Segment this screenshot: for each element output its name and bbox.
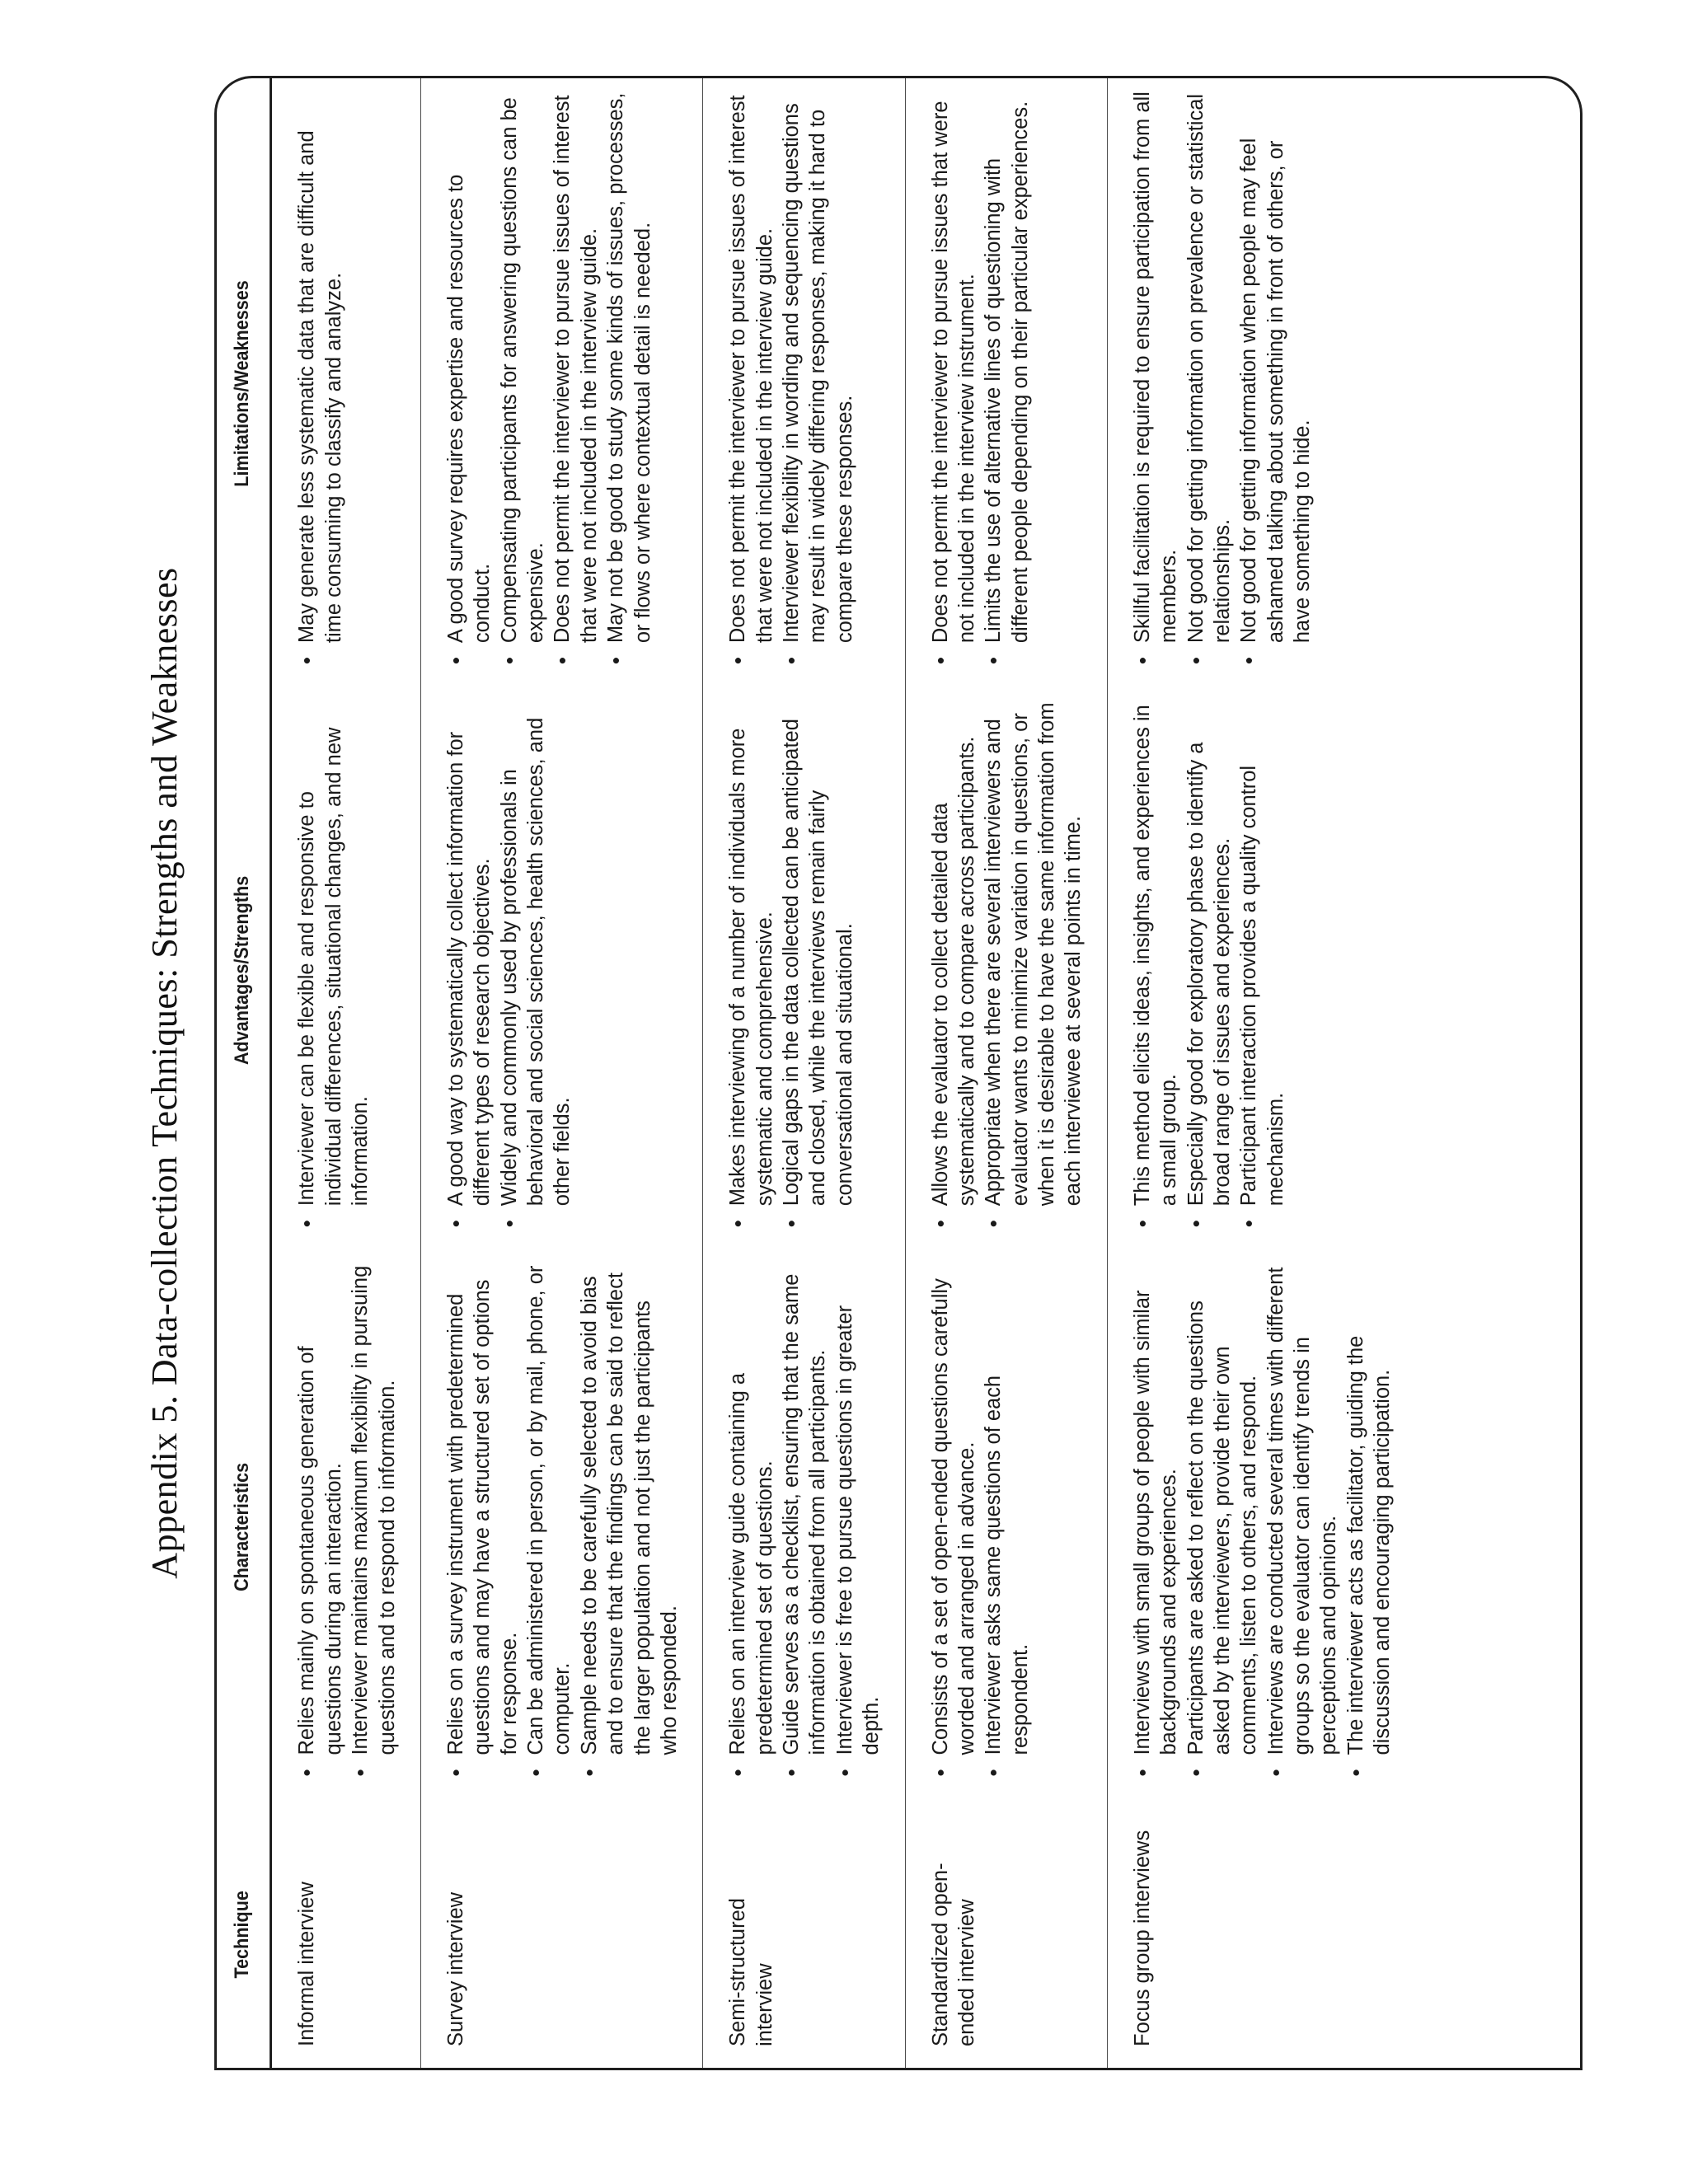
list-item: • Does not permit the interviewer to pursue issues that were not included in the interview instrument.: [927, 90, 981, 671]
table-frame: [214, 76, 1582, 2070]
techniques-table: [217, 78, 1416, 2068]
list-item: • May generate less systematic data that are difficult and time consuming to classify and analyze.: [293, 90, 347, 671]
technique-cell: Survey interview: [420, 1802, 702, 2068]
header-advantages: Advantages/Strengths: [217, 717, 271, 1224]
list-item: • Guide serves as a checklist, ensuring that the same information is obtained from all participants.: [778, 1263, 832, 1783]
table-body: [271, 78, 1416, 2068]
list-item: • Not good for getting information on prevalence or statistical relationships.: [1183, 90, 1236, 671]
list-item: • Interviews with small groups of people with similar backgrounds and experiences.: [1129, 1263, 1183, 1783]
list-item: • Sample needs to be carefully selected to avoid bias and to ensure that the findings can be said to reflect the larger population and not just the participants who responded.: [576, 1263, 683, 1783]
limitations-cell: [1107, 78, 1415, 689]
list-item: • May not be good to study some kinds of issues, processes, or flows or where contextual detail is needed.: [603, 90, 656, 671]
table-row: [271, 78, 421, 2068]
limitations-cell: [271, 78, 421, 689]
header-row: [217, 78, 271, 2068]
technique-cell: Informal interview: [271, 1802, 421, 2068]
advantages-cell: [271, 689, 421, 1252]
list-item: • Does not permit the interviewer to pursue issues of interest that were not included in the interview guide.: [724, 90, 778, 671]
characteristics-cell: [703, 1252, 905, 1801]
list-item: • Interviewer is free to pursue questions in greater depth.: [832, 1263, 885, 1783]
list-item: • Interviewer maintains maximum flexibility in pursuing questions and to respond to information.: [347, 1263, 401, 1783]
list-item: • Interviewer flexibility in wording and sequencing questions may result in widely differing responses, making it hard to compare these responses.: [778, 90, 858, 671]
technique-cell: Standardized open-ended interview: [905, 1802, 1107, 2068]
table-row: [905, 78, 1107, 2068]
list-item: • Appropriate when there are several interviewers and evaluator wants to minimize variation in questions, or when it is desirable to have the same information from each interviewee at several points in time.: [980, 701, 1087, 1234]
list-item: • Consists of a set of open-ended questions carefully worded and arranged in advance.: [927, 1263, 981, 1783]
characteristics-cell: [420, 1252, 702, 1801]
table-row: [703, 78, 905, 2068]
list-item: • Participant interaction provides a quality control mechanism.: [1236, 701, 1289, 1234]
advantages-cell: [1107, 689, 1415, 1252]
header-technique: Technique: [217, 1815, 271, 2055]
technique-cell: Focus group interviews: [1130, 1830, 1154, 2046]
characteristics-cell: [905, 1252, 1107, 1801]
list-item: • Interviewer can be flexible and responsive to individual differences, situational changes, and new information.: [293, 701, 373, 1234]
table-row: [1107, 78, 1415, 2068]
advantages-cell: [420, 689, 702, 1252]
limitations-cell: [905, 78, 1107, 689]
rotated-page: [115, 76, 1582, 2070]
list-item: • Relies on an interview guide containing a predetermined set of questions.: [724, 1263, 778, 1783]
list-item: • Logical gaps in the data collected can be anticipated and closed, while the interviews remain fairly conversational and situational.: [778, 701, 858, 1234]
list-item: • Participants are asked to reflect on the questions asked by the interviewers, provide their own comments, listen to others, and respond.: [1183, 1263, 1263, 1783]
list-item: • Limits the use of alternative lines of questioning with different people depending on their particular experiences.: [980, 90, 1034, 671]
list-item: • Relies on a survey instrument with predetermined questions and may have a structured set of options for response.: [443, 1263, 523, 1783]
table-row: [420, 78, 702, 2068]
header-characteristics: Characteristics: [217, 1280, 271, 1774]
list-item: • A good way to systematically collect information for different types of research objectives.: [443, 701, 496, 1234]
list-item: • A good survey requires expertise and resources to conduct.: [443, 90, 496, 671]
list-item: • Compensating participants for answering questions can be expensive.: [496, 90, 550, 671]
characteristics-cell: [271, 1252, 421, 1801]
list-item: • Can be administered in person, or by mail, phone, or computer.: [523, 1263, 576, 1783]
header-limitations: Limitations/Weaknesses: [217, 109, 271, 658]
list-item: • The interviewer acts as facilitator, guiding the discussion and encouraging participation.: [1343, 1263, 1396, 1783]
list-item: • Especially good for exploratory phase to identify a broad range of issues and experiences.: [1183, 701, 1236, 1234]
technique-cell: Semi-structured interview: [703, 1802, 905, 2068]
list-item: • Interviews are conducted several times with different groups so the evaluator can identify trends in perceptions and opinions.: [1263, 1263, 1343, 1783]
list-item: • Does not permit the interviewer to pursue issues of interest that were not included in the interview guide.: [549, 90, 603, 671]
list-item: • Not good for getting information when people may feel ashamed talking about something in front of others, or have something to hide.: [1236, 90, 1315, 671]
advantages-cell: [703, 689, 905, 1252]
limitations-cell: [703, 78, 905, 689]
characteristics-cell: [1107, 1252, 1415, 1801]
list-item: • This method elicits ideas, insights, and experiences in a small group.: [1129, 701, 1183, 1234]
advantages-cell: [905, 689, 1107, 1252]
page-title: Appendix 5. Data-collection Techniques: Strengths and Weaknesses: [144, 567, 185, 1579]
list-item: • Allows the evaluator to collect detailed data systematically and to compare across participants.: [927, 701, 981, 1234]
list-item: • Makes interviewing of a number of individuals more systematic and comprehensive.: [724, 701, 778, 1234]
list-item: • Skillful facilitation is required to ensure participation from all members.: [1129, 90, 1183, 671]
list-item: • Interviewer asks same questions of each respondent.: [980, 1263, 1034, 1783]
list-item: • Widely and commonly used by professionals in behavioral and social sciences, health sciences, and other fields.: [496, 701, 576, 1234]
limitations-cell: [420, 78, 702, 689]
list-item: • Relies mainly on spontaneous generation of questions during an interaction.: [293, 1263, 347, 1783]
